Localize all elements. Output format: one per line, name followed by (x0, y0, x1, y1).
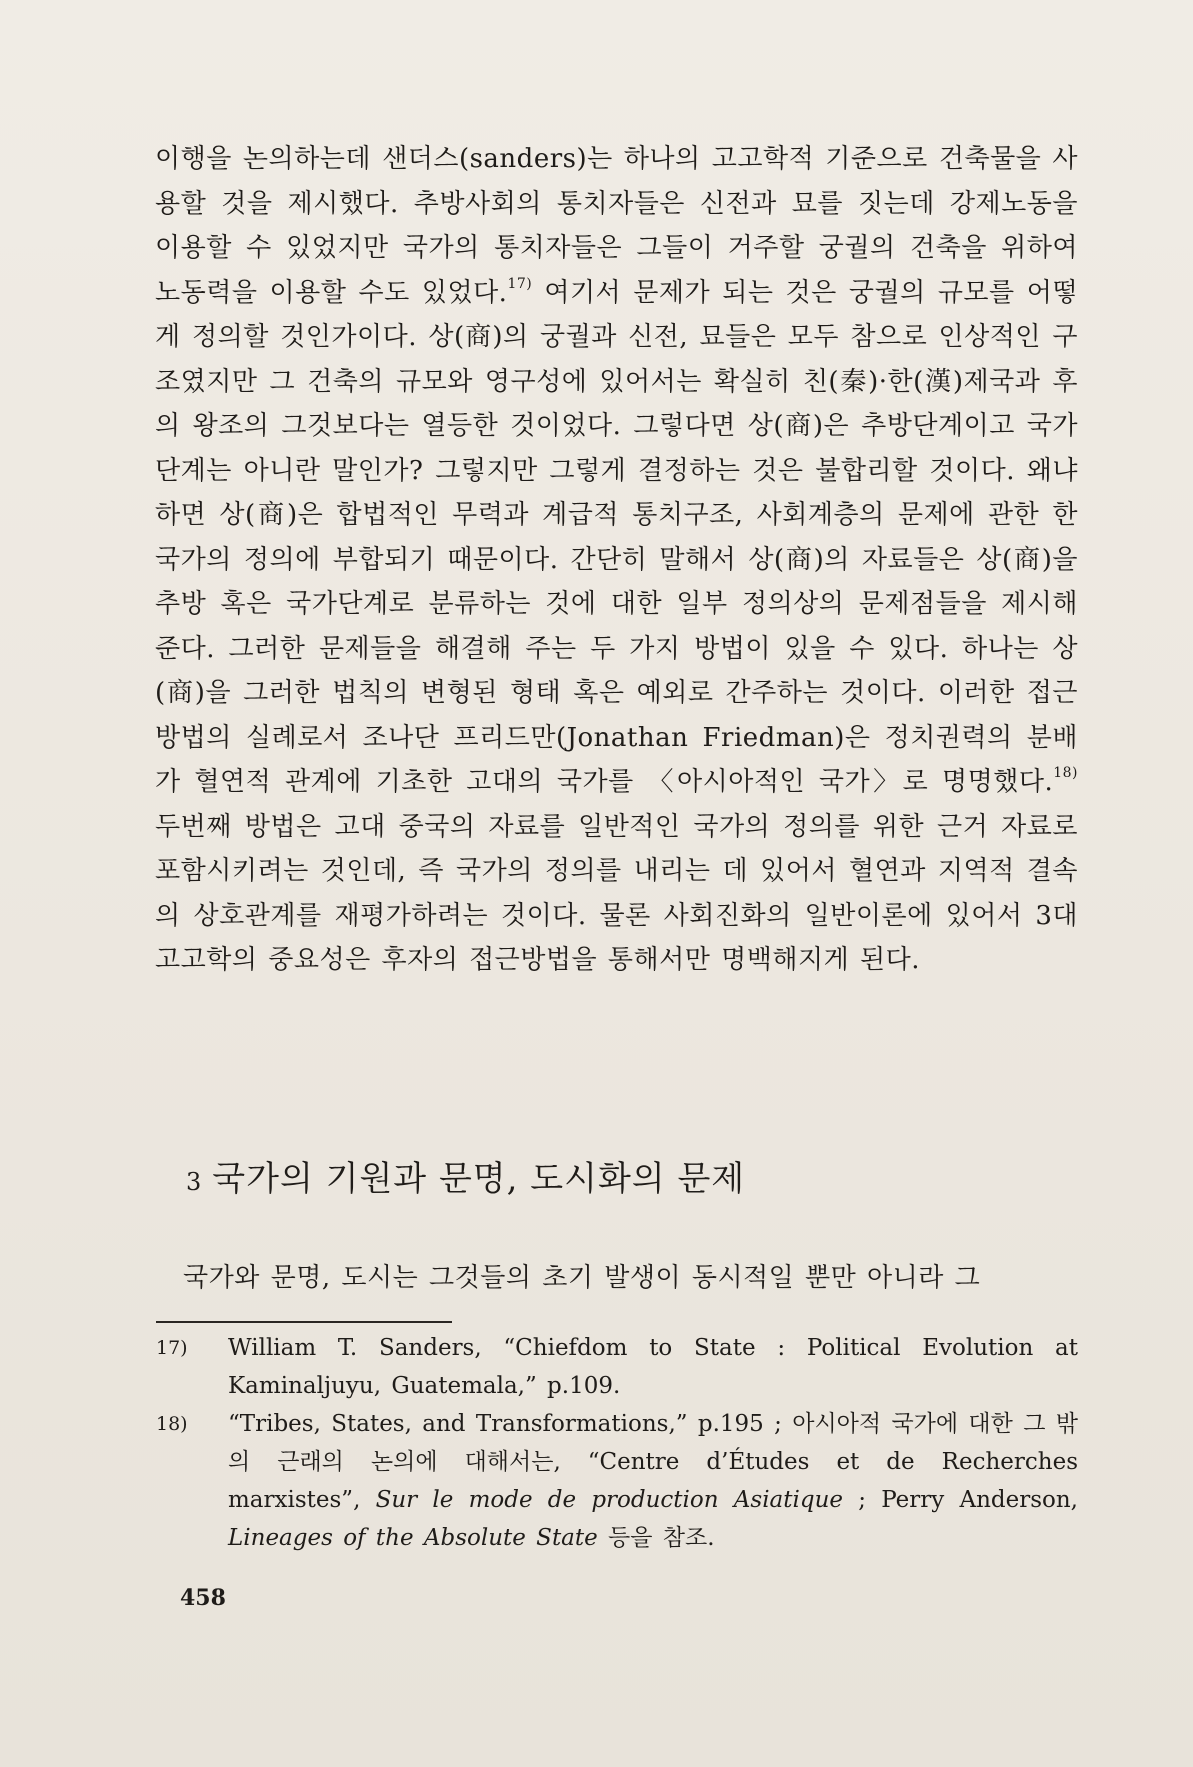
section-first-line: 국가와 문명, 도시는 그것들의 초기 발생이 동시적일 뿐만 아니라 그 (183, 1263, 981, 1293)
footnote-divider (156, 1321, 452, 1323)
footnote-italic-title-a: Sur le mode de production Asiatique (375, 1487, 844, 1513)
paragraph-text (155, 137, 1078, 983)
body-paragraph (155, 137, 1078, 983)
page-number: 458 (180, 1585, 226, 1611)
footnote-text: William T. Sanders, “Chiefdom to State : Political Evolution at Kaminaljuyu, Guatemala,” p.109. (228, 1335, 1078, 1399)
footnote-18 (156, 1405, 1078, 1557)
footnote-text (228, 1405, 1078, 1557)
footnotes (156, 1329, 1078, 1557)
footnote-ref-18: 18) (1053, 765, 1078, 782)
footnote-17 (156, 1329, 1078, 1405)
paragraph-part-3: 두번째 방법은 고대 중국의 자료를 일반적인 국가의 정의를 위한 근거 자료로 포함시키려는 것인데, 즉 국가의 정의를 내리는 데 있어서 혈연과 지역적 결속의 상호관계를 재평가하려는 것이다. 물론 사회진화의 일반이론에 있어서 3대 고고학의 중요성은 후자의 접근방법을 통해서만 명백해지게 된다. (155, 811, 1078, 975)
footnote-number: 18) (156, 1413, 188, 1435)
section-heading (186, 1155, 745, 1206)
footnote-text-b: ; Perry Anderson, (843, 1487, 1078, 1513)
footnote-ref-17: 17) (507, 275, 533, 292)
footnote-text-c: 등을 참조. (597, 1525, 715, 1551)
section-number: 3 (186, 1168, 203, 1196)
paragraph-part-1: 이행을 논의하는데 샌더스(sanders)는 하나의 고고학적 기준으로 건축물을 사용할 것을 제시했다. 추방사회의 통치자들은 신전과 묘를 짓는데 강제노동을 이용할 수 있었지만 국가의 통치자들은 그들이 거주할 궁궐의 건축을 위하여 노동력을 이용할 수도 있었다. (155, 144, 1078, 308)
footnote-italic-title-b: Lineages of the Absolute State (228, 1525, 598, 1551)
footnote-number: 17) (156, 1337, 188, 1359)
section-title: 국가의 기원과 문명, 도시화의 문제 (212, 1159, 746, 1199)
footnote-text-a: “Tribes, States, and Transformations,” p.195 ; 아시아적 국가에 대한 그 밖의 근래의 논의에 대해서는, “Centre d’Études et de Recherches marxistes”, (228, 1411, 1078, 1513)
paragraph-part-2: 여기서 문제가 되는 것은 궁궐의 규모를 어떻게 정의할 것인가이다. 상(商)의 궁궐과 신전, 묘들은 모두 참으로 인상적인 구조였지만 그 건축의 규모와 영구성에 있어서는 확실히 친(秦)·한(漢)제국과 후의 왕조의 그것보다는 열등한 것이었다. 그렇다면 상(商)은 추방단계이고 국가단계는 아니란 말인가? 그렇지만 그렇게 결정하는 것은 불합리할 것이다. 왜냐하면 상(商)은 합법적인 무력과 계급적 통치구조, 사회계층의 문제에 관한 한 국가의 정의에 부합되기 때문이다. 간단히 말해서 상(商)의 자료들은 상(商)을 추방 혹은 국가단계로 분류하는 것에 대한 일부 정의상의 문제점들을 제시해 준다. 그러한 문제들을 해결해 주는 두 가지 방법이 있을 수 있다. 하나는 상(商)을 그러한 법칙의 변형된 형태 혹은 예외로 간주하는 것이다. 이러한 접근방법의 실례로서 조나단 프리드만(Jonathan Friedman)은 정치권력의 분배가 혈연적 관계에 기초한 고대의 국가를 〈아시아적인 국가〉로 명명했다. (155, 277, 1078, 797)
